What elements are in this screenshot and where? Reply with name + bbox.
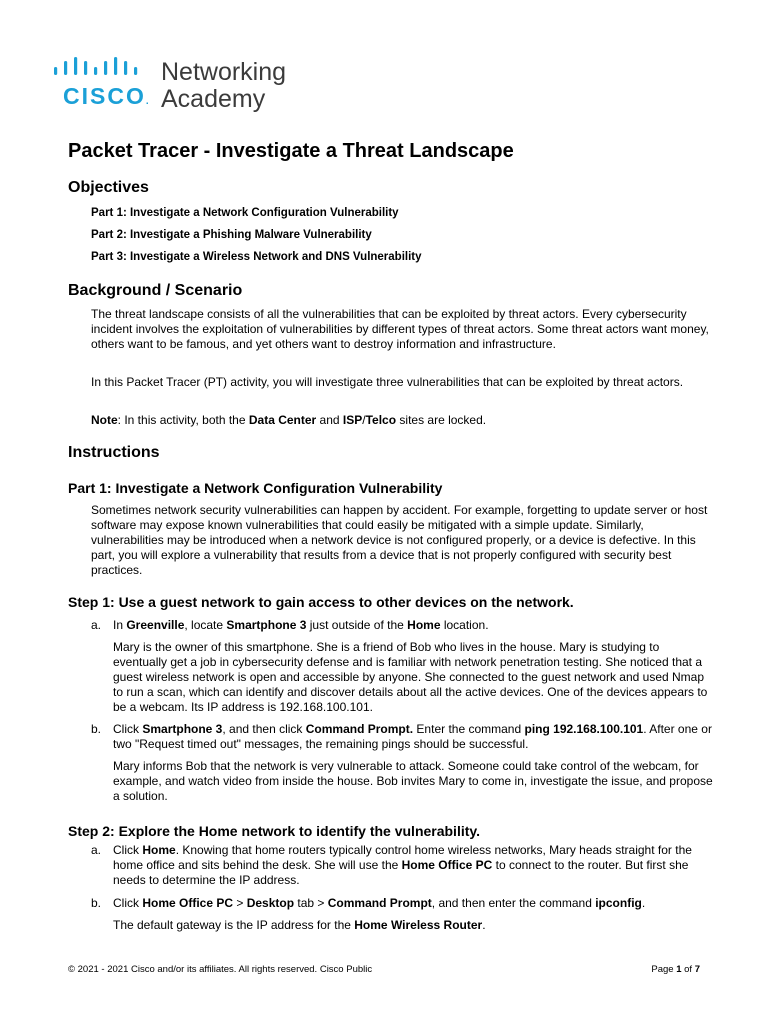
step2-b-paragraph: The default gateway is the IP address for the Home Wireless Router. [113,918,486,932]
objective-item: Part 2: Investigate a Phishing Malware Vulnerability [91,229,372,241]
logo-networking-text: Networking [161,58,287,86]
step1-b-paragraph: Mary informs Bob that the network is very vulnerable to attack. Someone could take control of the webcam, for example, and watch video from inside the house. Bob invites Mary to come in, investigate the issue, and propose a solution. [113,759,713,803]
step2-a-text: Click Home. Knowing that home routers typically control home wireless networks, Mary heads straight for the home office and sits behind the desk. She will use the Home Office PC to connect to the router. But first she needs to determine the IP address. [113,843,692,887]
background-heading: Background / Scenario [68,282,243,299]
step1-b-text: Click Smartphone 3, and then click Command Prompt. Enter the command ping 192.168.100.101. After one or two "Request timed out" messages, the remaining pings should be successful. [113,722,712,751]
logo-academy-text: Academy [161,85,266,113]
footer-copyright: © 2021 - 2021 Cisco and/or its affiliates. All rights reserved. Cisco Public [68,964,373,975]
objective-item: Part 3: Investigate a Wireless Network and DNS Vulnerability [91,251,422,263]
step1-a-text: In Greenville, locate Smartphone 3 just outside of the Home location. [113,618,489,632]
step2-b-text: Click Home Office PC > Desktop tab > Command Prompt, and then enter the command ipconfig. [113,896,646,910]
step1-a-paragraph: Mary is the owner of this smartphone. She is a friend of Bob who lives in the house. Mary is studying to eventually get a job in cybersecurity defense and is familiar with network penetration testing. She noticed that a guest wireless network is open and accessible by anyone. She connected to the guest network and used Nmap to run a scan, which can identify and discover details about all the active devices. One of the devices appears to be a webcam. Its IP address is 192.168.100.101. [113,640,708,714]
objectives-heading: Objectives [68,179,149,196]
background-note: Note: In this activity, both the Data Center and ISP/Telco sites are locked. [91,413,487,427]
part1-intro: Sometimes network security vulnerabilities can happen by accident. For example, forgetting to update server or host software may expose known vulnerabilities that could easily be mitigated with a simple update. Similarly, vulnerabilities may be introduced when a network device is not configured properly, or a device is defective. In this part, you will explore a vulnerability that results from a device that is not properly configured with security best practices. [91,503,708,577]
step2-b-letter: b. [91,896,102,910]
step1-b-letter: b. [91,722,102,736]
step1-heading: Step 1: Use a guest network to gain access to other devices on the network. [68,594,574,610]
part1-heading: Part 1: Investigate a Network Configuration Vulnerability [68,480,443,496]
cisco-wordmark: CISCO. [63,83,149,109]
objective-item: Part 1: Investigate a Network Configuration Vulnerability [91,207,399,219]
step1-a-letter: a. [91,618,102,632]
footer-page-number: Page 1 of 7 [651,964,700,975]
page-title: Packet Tracer - Investigate a Threat Landscape [68,140,514,162]
step2-a-letter: a. [91,843,102,857]
networking-academy-logo [52,57,312,117]
cisco-bars-icon [52,57,152,79]
background-paragraph-1: The threat landscape consists of all the vulnerabilities that can be exploited by threat actors. Every cybersecurity incident involves the exploitation of vulnerabilities by different types of threat actors. Some threat actors want money, others want to be famous, and yet others want to destroy information and infrastructure. [91,307,709,351]
background-paragraph-2: In this Packet Tracer (PT) activity, you will investigate three vulnerabilities that can be exploited by threat actors. [91,375,684,389]
step2-heading: Step 2: Explore the Home network to identify the vulnerability. [68,823,481,839]
instructions-heading: Instructions [68,444,160,461]
